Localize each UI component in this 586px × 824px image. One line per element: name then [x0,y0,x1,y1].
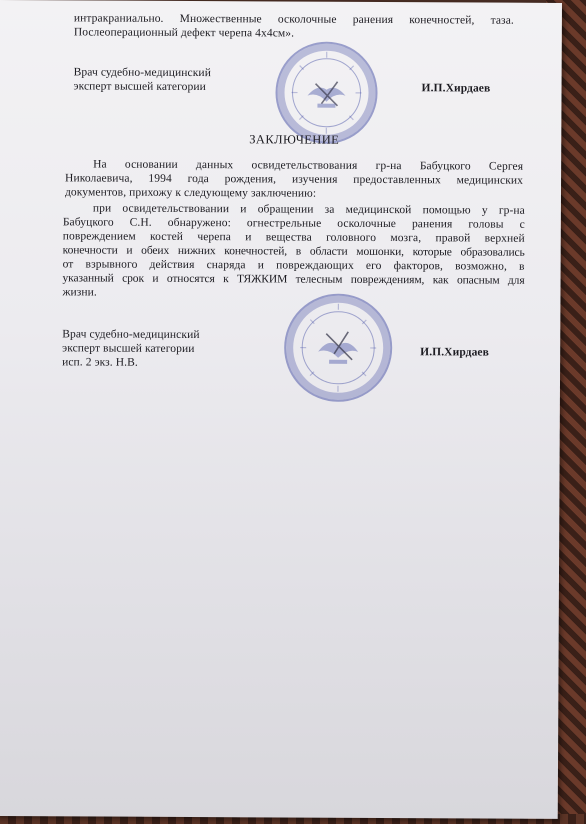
signer-title-line2: эксперт высшей категории [73,80,206,94]
paragraph1-line1: На основании данных освидетельствования гр-на Бабуцкого Сергея [93,158,524,173]
signer2-name: И.П.Хирдаев [420,346,490,359]
paragraph2-line3: повреждением костей черепа и вещества головного мозга, правой верхней [62,230,525,245]
stamp-emblem-icon-2 [286,296,391,401]
paragraph2-line4: конечности и обеих нижних конечностей, в области мошонки, которые образовались [62,244,525,259]
signer2-copies-note: исп. 2 экз. Н.В. [62,356,138,369]
stamp-emblem-icon [277,43,376,142]
paragraph2-line7: жизни. [62,286,97,299]
section-heading: ЗАКЛЮЧЕНИЕ [249,132,340,147]
signer2-title-line2: эксперт высшей категории [62,342,195,356]
signer-title-line1: Врач судебно-медицинский [73,66,211,80]
paragraph2-line2: Бабуцкого С.Н. обнаружено: огнестрельные осколочные ранения головы с [62,216,525,231]
signer2-title-line1: Врач судебно-медицинский [62,328,200,342]
paragraph1-line3: документов, прихожу к следующему заключению: [64,186,317,200]
official-stamp-2 [284,293,393,402]
signer-name: И.П.Хирдаев [421,82,491,95]
top-text-line1: интракраниально. Множественные осколочные ранения конечностей, таза. [73,12,514,27]
official-stamp [275,41,378,144]
paragraph2-line1: при освидетельствовании и обращении за медицинской помощью у гр-на [92,202,525,217]
top-text-line2: Послеоперационный дефект черепа 4х4см». [73,26,295,40]
paragraph2-line6: указанный срок и относятся к ТЯЖКИМ телесным повреждениям, как опасным для [62,272,525,287]
paragraph2-line5: от взрывного действия снаряда и повреждающих его факторов, возможно, в [62,258,525,273]
paragraph1-line2: Николаевича, 1994 года рождения, изучения предоставленных медицинских [65,172,524,187]
